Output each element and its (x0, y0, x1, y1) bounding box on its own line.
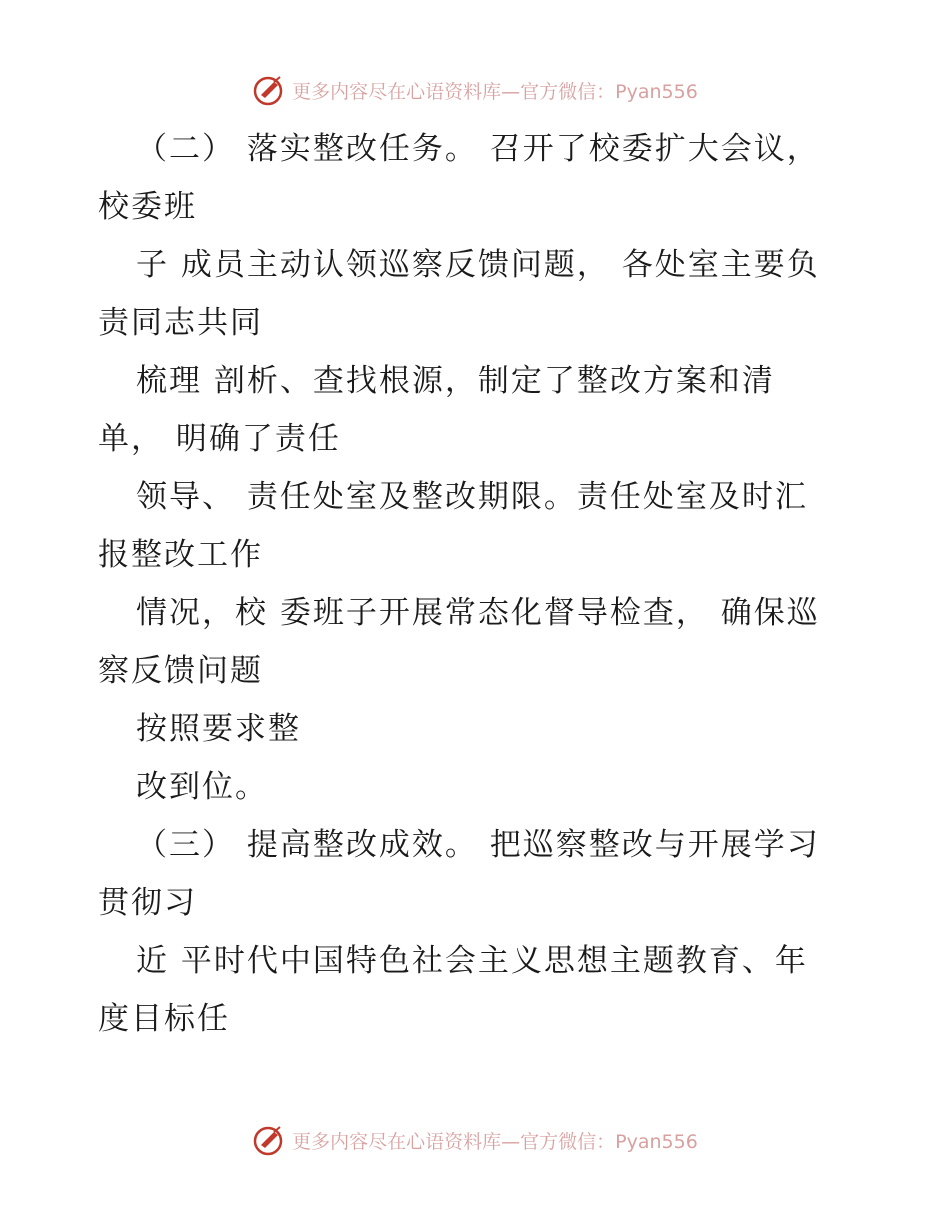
paragraph-line: 察反馈问题 (98, 653, 263, 689)
paragraph-line: 情况，校 委班子开展常态化督导检查， 确保巡 (136, 595, 820, 631)
paragraph-line: 责同志共同 (98, 305, 263, 341)
paragraph-line: 报整改工作 (98, 537, 263, 573)
paragraph-line: （二） 落实整改任务。 召开了校委扩大会议， (136, 131, 820, 167)
watermark-text: 更多内容尽在心语资料库—官方微信：Pyan556 (292, 1130, 698, 1153)
watermark-text: 更多内容尽在心语资料库—官方微信：Pyan556 (292, 80, 698, 103)
paragraph-line: 子 成员主动认领巡察反馈问题， 各处室主要负 (136, 247, 820, 283)
paragraph-line: 单， 明确了责任 (98, 421, 341, 457)
document-body (98, 120, 858, 1048)
header-watermark (0, 70, 950, 110)
paragraph-line: 改到位。 (136, 769, 268, 805)
pen-logo-icon (252, 1123, 286, 1157)
paragraph-line: 贯彻习 (98, 885, 197, 921)
paragraph-line: 近 平时代中国特色社会主义思想主题教育、年 (136, 943, 808, 979)
pen-logo-icon (252, 73, 286, 107)
paragraph-line: 领导、 责任处室及整改期限。责任处室及时汇 (136, 479, 808, 515)
paragraph-line: 按照要求整 (136, 711, 301, 747)
footer-watermark (0, 1120, 950, 1160)
paragraph-line: 校委班 (98, 189, 197, 225)
paragraph-line: 度目标任 (98, 1001, 230, 1037)
paragraph-line: （三） 提高整改成效。 把巡察整改与开展学习 (136, 827, 820, 863)
paragraph-line: 梳理 剖析、查找根源，制定了整改方案和清 (136, 363, 775, 399)
